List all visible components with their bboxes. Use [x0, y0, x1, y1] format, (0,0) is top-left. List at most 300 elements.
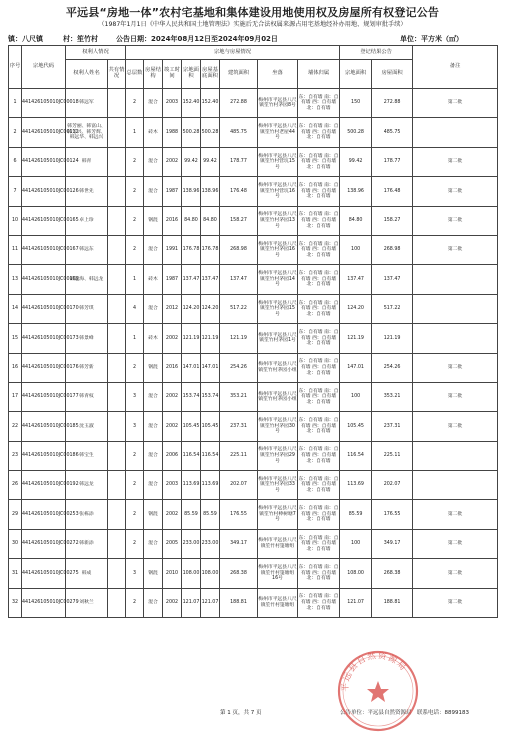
cell-build-area: 225.11: [220, 441, 258, 470]
table-row: [9, 588, 498, 617]
cell-reg-land: 500.28: [340, 118, 372, 147]
town-label: 镇：八尺镇: [8, 35, 43, 43]
cell-name: 卓上珍: [66, 206, 108, 235]
table-row: [9, 529, 498, 558]
cell-reg-land: 100: [340, 235, 372, 264]
table-row: [9, 177, 498, 206]
svg-text:平远县自然资源局: [341, 650, 409, 692]
cell-struct: 钢混: [144, 500, 163, 529]
cell-reg-land: 121.19: [340, 324, 372, 353]
cell-base-area: 138.96: [201, 177, 220, 206]
cell-name: 韩芳丽、韩富山、韩芳兴、韩芳辉、韩远华、韩远兴: [66, 118, 108, 147]
unit-label: 单位：平方米（㎡）: [400, 35, 463, 43]
cell-year: 2002: [163, 412, 182, 441]
header-year: 竣工时间: [163, 60, 182, 89]
cell-seq: 30: [9, 529, 22, 558]
cell-base-area: 85.59: [201, 500, 220, 529]
cell-seq: 17: [9, 382, 22, 411]
cell-co: [108, 89, 126, 118]
cell-reg-land: 85.59: [340, 500, 372, 529]
cell-co: [108, 265, 126, 294]
cell-co: [108, 206, 126, 235]
cell-name: 韩远海、韩远龙: [66, 265, 108, 294]
cell-remark: [413, 265, 498, 294]
cell-year: 2006: [163, 441, 182, 470]
table-row: [9, 382, 498, 411]
cell-code: 441426105010JC00112: [22, 118, 66, 147]
cell-code: 441426105010JC00018: [22, 89, 66, 118]
cell-land-area: 99.42: [182, 147, 201, 176]
cell-reg-house: 268.98: [372, 235, 413, 264]
cell-base-area: 99.42: [201, 147, 220, 176]
cell-seq: 32: [9, 588, 22, 617]
cell-location: 梅州市平远县八尺镇笙竹村老屋44号: [258, 118, 298, 147]
cell-boundary: 东：自有墙 南：自有墙 西：自有墙 北：自有墙: [298, 588, 340, 617]
cell-name: 张栋添: [66, 500, 108, 529]
cell-struct: 混合: [144, 382, 163, 411]
cell-reg-house: 353.21: [372, 382, 413, 411]
cell-location: 梅州市平远县八尺镇笙竹村茅园小组: [258, 382, 298, 411]
cell-name: 韩芳新: [66, 353, 108, 382]
cell-code: 441426105010JC00124: [22, 147, 66, 176]
header-reg-group: 登记结果公告: [340, 46, 413, 60]
cell-build-area: 176.55: [220, 500, 258, 529]
cell-floors: 2: [126, 206, 144, 235]
cell-name: 沈玉淑: [66, 412, 108, 441]
cell-build-area: 254.26: [220, 353, 258, 382]
cell-year: 1987: [163, 177, 182, 206]
cell-floors: 2: [126, 177, 144, 206]
cell-seq: 10: [9, 206, 22, 235]
cell-reg-land: 100: [340, 529, 372, 558]
cell-location: 梅州市平远县八尺镇笙竹村茅园1号: [258, 324, 298, 353]
cell-seq: 1: [9, 89, 22, 118]
cell-land-area: 105.45: [182, 412, 201, 441]
cell-land-area: 137.47: [182, 265, 201, 294]
cell-code: 441426105010JC00169: [22, 265, 66, 294]
cell-location: 梅州市平远县八尺镇笙竹村篷塘组16号: [258, 559, 298, 588]
cell-co: [108, 118, 126, 147]
cell-boundary: 东：自有墙 南：自有墙 西：自有墙 北：自有墙: [298, 471, 340, 500]
table-row: [9, 147, 498, 176]
cell-floors: 3: [126, 412, 144, 441]
table-row: [9, 500, 498, 529]
cell-struct: 混合: [144, 529, 163, 558]
cell-build-area: 137.47: [220, 265, 258, 294]
cell-location: 梅州市平远县八尺镇笙竹村篷塘组: [258, 588, 298, 617]
header-base-area: 房屋基底面积: [201, 60, 220, 89]
table-row: [9, 265, 498, 294]
cell-build-area: 353.21: [220, 382, 258, 411]
cell-reg-house: 225.11: [372, 441, 413, 470]
cell-location: 梅州市平远县八尺镇笙竹村茅园小组: [258, 353, 298, 382]
cell-reg-land: 116.54: [340, 441, 372, 470]
cell-floors: 2: [126, 147, 144, 176]
header-name: 权利人姓名: [66, 60, 108, 89]
cell-remark: [413, 324, 498, 353]
cell-reg-land: 108.00: [340, 559, 372, 588]
cell-name: 韩青: [66, 147, 108, 176]
cell-struct: 混合: [144, 235, 163, 264]
cell-code: 441426105010JC00126: [22, 177, 66, 206]
cell-base-area: 84.80: [201, 206, 220, 235]
cell-remark: 第二批: [413, 177, 498, 206]
header-floors: 总层数: [126, 60, 144, 89]
cell-struct: 混合: [144, 147, 163, 176]
header-reg-land: 宗地面积: [340, 60, 372, 89]
cell-name: 韩成: [66, 559, 108, 588]
cell-name: 韩远东: [66, 235, 108, 264]
cell-remark: 第二批: [413, 559, 498, 588]
cell-base-area: 147.01: [201, 353, 220, 382]
cell-year: 2002: [163, 588, 182, 617]
table-row: [9, 441, 498, 470]
cell-seq: 11: [9, 235, 22, 264]
cell-location: 梅州市平远县八尺镇笙竹村茅园13号: [258, 206, 298, 235]
table-row: [9, 206, 498, 235]
header-code: 宗地代码: [22, 46, 66, 89]
seal-text: 平远县自然资源局: [340, 650, 409, 692]
cell-land-area: 108.00: [182, 559, 201, 588]
header-struct: 房屋结构: [144, 60, 163, 89]
cell-boundary: 东：自有墙 南：自有墙 西：自有墙 北：自有墙: [298, 412, 340, 441]
cell-base-area: 124.20: [201, 294, 220, 323]
cell-floors: 2: [126, 353, 144, 382]
cell-remark: [413, 118, 498, 147]
cell-reg-land: 84.80: [340, 206, 372, 235]
cell-name: 韩远军: [66, 89, 108, 118]
cell-base-area: 121.19: [201, 324, 220, 353]
header-land-group: 宗地与房屋情况: [126, 46, 340, 60]
cell-boundary: 东：自有墙 南：自有墙 西：自有墙 北：自有墙: [298, 89, 340, 118]
cell-build-area: 121.19: [220, 324, 258, 353]
cell-co: [108, 500, 126, 529]
cell-seq: 29: [9, 500, 22, 529]
table-row: [9, 353, 498, 382]
cell-location: 梅州市平远县八尺镇笙竹村茅园29号: [258, 441, 298, 470]
cell-co: [108, 529, 126, 558]
cell-remark: 第二批: [413, 529, 498, 558]
cell-name: 韩新添: [66, 529, 108, 558]
cell-build-area: 517.22: [220, 294, 258, 323]
cell-remark: 第二批: [413, 147, 498, 176]
cell-floors: 2: [126, 588, 144, 617]
cell-co: [108, 471, 126, 500]
header-seq: 序号: [9, 46, 22, 89]
cell-struct: 混合: [144, 588, 163, 617]
header-remark: 备注: [413, 46, 498, 89]
cell-seq: 16: [9, 353, 22, 382]
cell-reg-land: 99.42: [340, 147, 372, 176]
cell-code: 441426105010JC00170: [22, 294, 66, 323]
cell-land-area: 138.96: [182, 177, 201, 206]
cell-land-area: 85.59: [182, 500, 201, 529]
cell-remark: [413, 441, 498, 470]
cell-struct: 砖木: [144, 118, 163, 147]
cell-base-area: 108.00: [201, 559, 220, 588]
cell-reg-house: 237.31: [372, 412, 413, 441]
table-row: [9, 471, 498, 500]
page-title: 平远县“房地一体”农村宅基地和集体建设用地使用权及房屋所有权登记公告: [65, 6, 440, 19]
cell-co: [108, 412, 126, 441]
cell-co: [108, 235, 126, 264]
cell-land-area: 147.01: [182, 353, 201, 382]
cell-remark: 第二批: [413, 412, 498, 441]
cell-base-area: 113.69: [201, 471, 220, 500]
cell-land-area: 124.20: [182, 294, 201, 323]
cell-seq: 13: [9, 265, 22, 294]
cell-remark: 第二批: [413, 89, 498, 118]
cell-reg-house: 349.17: [372, 529, 413, 558]
cell-land-area: 153.74: [182, 382, 201, 411]
cell-code: 441426105010JC00173: [22, 324, 66, 353]
cell-name: 韩青权: [66, 382, 108, 411]
registration-table: [8, 45, 498, 618]
cell-base-area: 137.47: [201, 265, 220, 294]
cell-reg-house: 485.75: [372, 118, 413, 147]
table-row: [9, 89, 498, 118]
cell-year: 2010: [163, 559, 182, 588]
cell-code: 441426105010JC00165: [22, 206, 66, 235]
cell-boundary: 东：自有墙 南：自有墙 西：自有墙 北：自有墙: [298, 294, 340, 323]
cell-boundary: 东：自有墙 南：自有墙 西：自有墙 北：自有墙: [298, 147, 340, 176]
cell-struct: 砖木: [144, 324, 163, 353]
cell-name: 刘秋兰: [66, 588, 108, 617]
cell-name: 韩芳琪: [66, 294, 108, 323]
cell-co: [108, 353, 126, 382]
cell-struct: 砖木: [144, 265, 163, 294]
cell-build-area: 268.98: [220, 235, 258, 264]
cell-land-area: 121.07: [182, 588, 201, 617]
cell-name: 韩世先: [66, 177, 108, 206]
cell-remark: 第二批: [413, 353, 498, 382]
cell-location: 梅州市平远县八尺镇笙竹村茅园8号: [258, 89, 298, 118]
cell-location: 梅州市平远县八尺镇笙竹村营坑15号: [258, 147, 298, 176]
cell-floors: 2: [126, 235, 144, 264]
cell-base-area: 233.00: [201, 529, 220, 558]
cell-year: 2016: [163, 206, 182, 235]
cell-floors: 3: [126, 382, 144, 411]
cell-floors: 2: [126, 500, 144, 529]
header-rights-group: 权利人情况: [66, 46, 126, 60]
period-label: 公告日期：2024年08月12日至2024年09月02日: [116, 35, 278, 43]
page-number: 第 1 页，共 7 页: [220, 710, 262, 716]
cell-floors: 2: [126, 529, 144, 558]
cell-reg-house: 178.77: [372, 147, 413, 176]
cell-struct: 混合: [144, 177, 163, 206]
cell-struct: 混合: [144, 471, 163, 500]
publisher-contact: 公告单位：平远县自然资源局 联系电话：8899183: [340, 710, 469, 716]
cell-reg-land: 147.01: [340, 353, 372, 382]
cell-build-area: 178.77: [220, 147, 258, 176]
cell-reg-land: 105.45: [340, 412, 372, 441]
cell-build-area: 349.17: [220, 529, 258, 558]
cell-co: [108, 324, 126, 353]
cell-floors: 1: [126, 118, 144, 147]
cell-struct: 钢混: [144, 206, 163, 235]
cell-reg-house: 137.47: [372, 265, 413, 294]
cell-struct: 混合: [144, 412, 163, 441]
header-land-area: 宗地面积: [182, 60, 201, 89]
header-reg-house: 房屋面积: [372, 60, 413, 89]
cell-boundary: 东：自有墙 南：自有墙 西：自有墙 北：自有墙: [298, 206, 340, 235]
cell-land-area: 113.69: [182, 471, 201, 500]
cell-reg-house: 272.88: [372, 89, 413, 118]
cell-struct: 混合: [144, 294, 163, 323]
cell-boundary: 东：自有墙 南：自有墙 西：自有墙 北：自有墙: [298, 441, 340, 470]
cell-reg-house: 158.27: [372, 206, 413, 235]
cell-remark: 第二批: [413, 206, 498, 235]
cell-reg-house: 254.26: [372, 353, 413, 382]
cell-reg-land: 124.20: [340, 294, 372, 323]
cell-base-area: 500.28: [201, 118, 220, 147]
cell-floors: 1: [126, 265, 144, 294]
cell-boundary: 东：自有墙 南：自有墙 西：自有墙 北：自有墙: [298, 324, 340, 353]
cell-code: 441426105010JC00272: [22, 529, 66, 558]
cell-land-area: 152.40: [182, 89, 201, 118]
cell-code: 441426105010JC00185: [22, 412, 66, 441]
cell-code: 441426105010JC00186: [22, 441, 66, 470]
cell-year: 2003: [163, 89, 182, 118]
cell-seq: 2: [9, 118, 22, 147]
table-row: [9, 118, 498, 147]
cell-struct: 钢混: [144, 559, 163, 588]
cell-boundary: 东：自有墙 南：自有墙 西：自有墙 北：自有墙: [298, 118, 340, 147]
cell-land-area: 500.28: [182, 118, 201, 147]
village-label: 村：笙竹村: [63, 35, 98, 43]
table-row: [9, 559, 498, 588]
cell-remark: [413, 471, 498, 500]
cell-land-area: 84.80: [182, 206, 201, 235]
cell-floors: 2: [126, 471, 144, 500]
cell-build-area: 188.81: [220, 588, 258, 617]
cell-reg-land: 121.07: [340, 588, 372, 617]
cell-struct: 钢混: [144, 353, 163, 382]
cell-remark: 第二批: [413, 500, 498, 529]
cell-reg-land: 150: [340, 89, 372, 118]
cell-boundary: 东：自有墙 南：自有墙 西：自有墙 北：自有墙: [298, 529, 340, 558]
cell-remark: 第二批: [413, 588, 498, 617]
cell-location: 梅州市平远县八尺镇笙竹村篷塘组: [258, 529, 298, 558]
table-row: [9, 412, 498, 441]
cell-boundary: 东：自有墙 南：自有墙 西：自有墙 北：自有墙: [298, 559, 340, 588]
cell-code: 441426105010JC00253: [22, 500, 66, 529]
cell-remark: 第二批: [413, 235, 498, 264]
cell-year: 2016: [163, 353, 182, 382]
cell-code: 441426105010JC00167: [22, 235, 66, 264]
cell-remark: 第二批: [413, 382, 498, 411]
cell-base-area: 105.45: [201, 412, 220, 441]
cell-location: 梅州市平远县八尺镇笙竹村棒树塘7号: [258, 500, 298, 529]
cell-code: 441426105010JC00275: [22, 559, 66, 588]
cell-code: 441426105010JC00192: [22, 471, 66, 500]
cell-boundary: 东：自有墙 南：自有墙 西：自有墙 北：自有墙: [298, 235, 340, 264]
cell-seq: 7: [9, 177, 22, 206]
cell-boundary: 东：自有墙 南：自有墙 西：自有墙 北：自有墙: [298, 353, 340, 382]
cell-remark: [413, 294, 498, 323]
cell-build-area: 158.27: [220, 206, 258, 235]
cell-reg-house: 517.22: [372, 294, 413, 323]
official-seal-stamp: [335, 648, 421, 734]
header-co: 共有情况: [108, 60, 126, 89]
cell-build-area: 237.31: [220, 412, 258, 441]
cell-reg-house: 202.07: [372, 471, 413, 500]
cell-boundary: 东：自有墙 南：自有墙 西：自有墙 北：自有墙: [298, 382, 340, 411]
cell-land-area: 116.54: [182, 441, 201, 470]
table-row: [9, 294, 498, 323]
cell-build-area: 202.07: [220, 471, 258, 500]
cell-year: 1988: [163, 118, 182, 147]
cell-co: [108, 294, 126, 323]
cell-land-area: 233.00: [182, 529, 201, 558]
cell-build-area: 485.75: [220, 118, 258, 147]
cell-reg-house: 188.81: [372, 588, 413, 617]
cell-floors: 1: [126, 324, 144, 353]
cell-year: 2012: [163, 294, 182, 323]
cell-year: 2002: [163, 500, 182, 529]
cell-name: 韩远龙: [66, 471, 108, 500]
cell-base-area: 121.07: [201, 588, 220, 617]
cell-co: [108, 588, 126, 617]
cell-build-area: 176.48: [220, 177, 258, 206]
cell-reg-land: 100: [340, 382, 372, 411]
table-row: [9, 324, 498, 353]
cell-seq: 14: [9, 294, 22, 323]
cell-seq: 15: [9, 324, 22, 353]
cell-co: [108, 147, 126, 176]
cell-base-area: 176.78: [201, 235, 220, 264]
cell-code: 441426105010JC00177: [22, 382, 66, 411]
page-subtitle: （1987年1月1日《中华人民共和国土地管理法》实施后无合法权属来源占用宅基地经补办用地、规划审批手续）: [98, 21, 407, 28]
cell-co: [108, 177, 126, 206]
cell-boundary: 东：自有墙 南：自有墙 西：自有墙 北：自有墙: [298, 177, 340, 206]
cell-floors: 3: [126, 559, 144, 588]
cell-build-area: 268.38: [220, 559, 258, 588]
cell-year: 2002: [163, 147, 182, 176]
cell-land-area: 176.78: [182, 235, 201, 264]
cell-location: 梅州市平远县八尺镇笙竹村茅园30号: [258, 412, 298, 441]
cell-co: [108, 441, 126, 470]
cell-location: 梅州市平远县八尺镇笙竹村茅园16号: [258, 235, 298, 264]
cell-boundary: 东：自有墙 南：自有墙 西：自有墙 北：自有墙: [298, 500, 340, 529]
header-location: 坐落: [258, 60, 298, 89]
cell-co: [108, 559, 126, 588]
header-build-area: 建筑面积: [220, 60, 258, 89]
cell-seq: 23: [9, 441, 22, 470]
cell-location: 梅州市平远县八尺镇笙竹村茅园33号: [258, 471, 298, 500]
cell-base-area: 116.54: [201, 441, 220, 470]
cell-reg-house: 121.19: [372, 324, 413, 353]
cell-base-area: 152.40: [201, 89, 220, 118]
cell-reg-house: 176.55: [372, 500, 413, 529]
cell-location: 梅州市平远县八尺镇笙竹村茅园14号: [258, 265, 298, 294]
cell-co: [108, 382, 126, 411]
cell-year: 2002: [163, 382, 182, 411]
cell-seq: 26: [9, 471, 22, 500]
cell-floors: 2: [126, 89, 144, 118]
cell-year: 1991: [163, 235, 182, 264]
cell-seq: 6: [9, 147, 22, 176]
cell-code: 441426105010JC00279: [22, 588, 66, 617]
cell-reg-land: 113.69: [340, 471, 372, 500]
cell-year: 2005: [163, 529, 182, 558]
table-row: [9, 235, 498, 264]
cell-land-area: 121.19: [182, 324, 201, 353]
cell-name: 韩景峰: [66, 324, 108, 353]
cell-code: 441426105010JC00176: [22, 353, 66, 382]
cell-seq: 31: [9, 559, 22, 588]
cell-floors: 4: [126, 294, 144, 323]
